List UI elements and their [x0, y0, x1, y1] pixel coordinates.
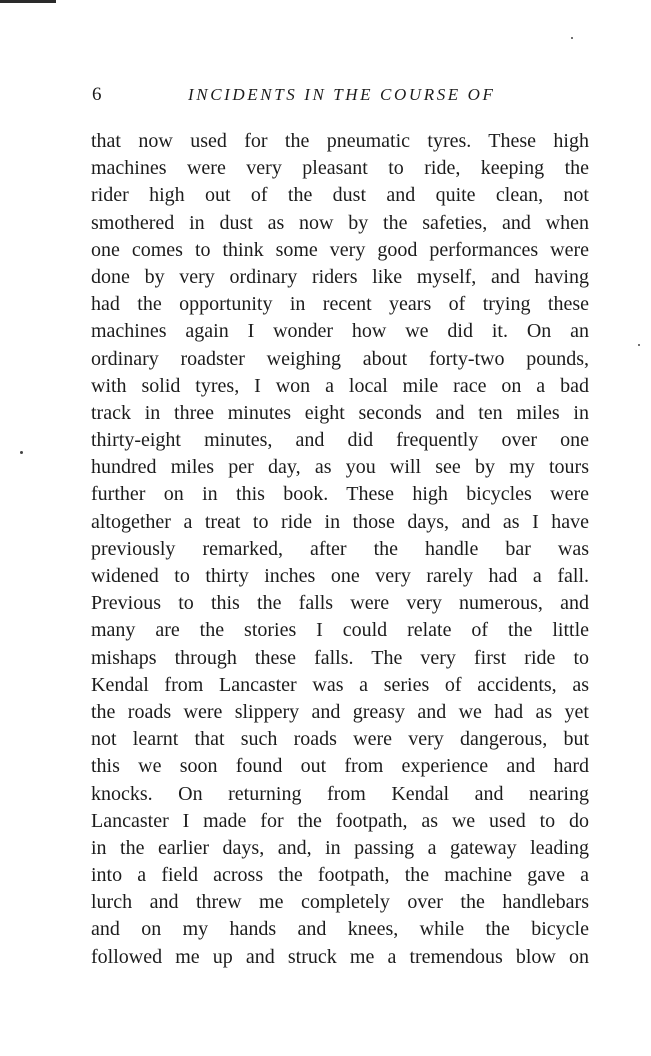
- page-number: 6: [92, 84, 102, 105]
- text-line: mishaps through these falls. The very first ride to: [91, 646, 589, 669]
- ink-speck: [571, 37, 573, 39]
- text-line: had the opportunity in recent years of trying these: [91, 293, 589, 316]
- text-line: Kendal from Lancaster was a series of accidents, as: [91, 673, 589, 696]
- text-line: hundred miles per day, as you will see by my tours: [91, 456, 589, 479]
- running-title: INCIDENTS IN THE COURSE OF: [188, 85, 496, 104]
- text-line: not learnt that such roads were very dangerous, but: [91, 728, 589, 751]
- text-line: widened to thirty inches one very rarely had a fall.: [91, 565, 589, 587]
- text-line: machines were very pleasant to ride, keeping the: [91, 157, 589, 180]
- text-line: followed me up and struck me a tremendous blow on: [91, 945, 589, 968]
- text-line: this we soon found out from experience and hard: [91, 755, 589, 778]
- text-line: that now used for the pneumatic tyres. These high: [91, 130, 589, 152]
- body-text: [91, 128, 589, 971]
- text-line: the roads were slippery and greasy and we had as yet: [91, 700, 589, 723]
- text-line: into a field across the footpath, the machine gave a: [91, 864, 589, 887]
- text-line: with solid tyres, I won a local mile race on a bad: [91, 374, 589, 397]
- text-line: Lancaster I made for the footpath, as we used to do: [91, 809, 589, 832]
- text-line: in the earlier days, and, in passing a gateway leading: [91, 836, 589, 859]
- text-line: many are the stories I could relate of the little: [91, 619, 589, 642]
- text-line: one comes to think some very good performances were: [91, 238, 589, 261]
- text-line: previously remarked, after the handle bar was: [91, 537, 589, 560]
- text-line: machines again I wonder how we did it. On an: [91, 320, 589, 343]
- text-line: rider high out of the dust and quite clean, not: [91, 184, 589, 207]
- text-line: ordinary roadster weighing about forty-two pounds,: [91, 347, 589, 370]
- text-line: altogether a treat to ride in those days, and as I have: [91, 510, 589, 533]
- ink-speck: [20, 451, 23, 454]
- text-line: done by very ordinary riders like myself, and having: [91, 265, 589, 288]
- text-line: and on my hands and knees, while the bicycle: [91, 918, 589, 941]
- text-line: thirty-eight minutes, and did frequently over one: [91, 429, 589, 452]
- text-line: track in three minutes eight seconds and ten miles in: [91, 401, 589, 424]
- text-line: further on in this book. These high bicycles were: [91, 483, 589, 506]
- text-line: knocks. On returning from Kendal and nearing: [91, 782, 589, 805]
- text-line: Previous to this the falls were very numerous, and: [91, 592, 589, 615]
- text-line: smothered in dust as now by the safeties, and when: [91, 211, 589, 234]
- running-head: [92, 82, 592, 108]
- scan-edge-mark: [0, 0, 56, 3]
- ink-speck: [638, 344, 640, 346]
- text-line: lurch and threw me completely over the handlebars: [91, 891, 589, 914]
